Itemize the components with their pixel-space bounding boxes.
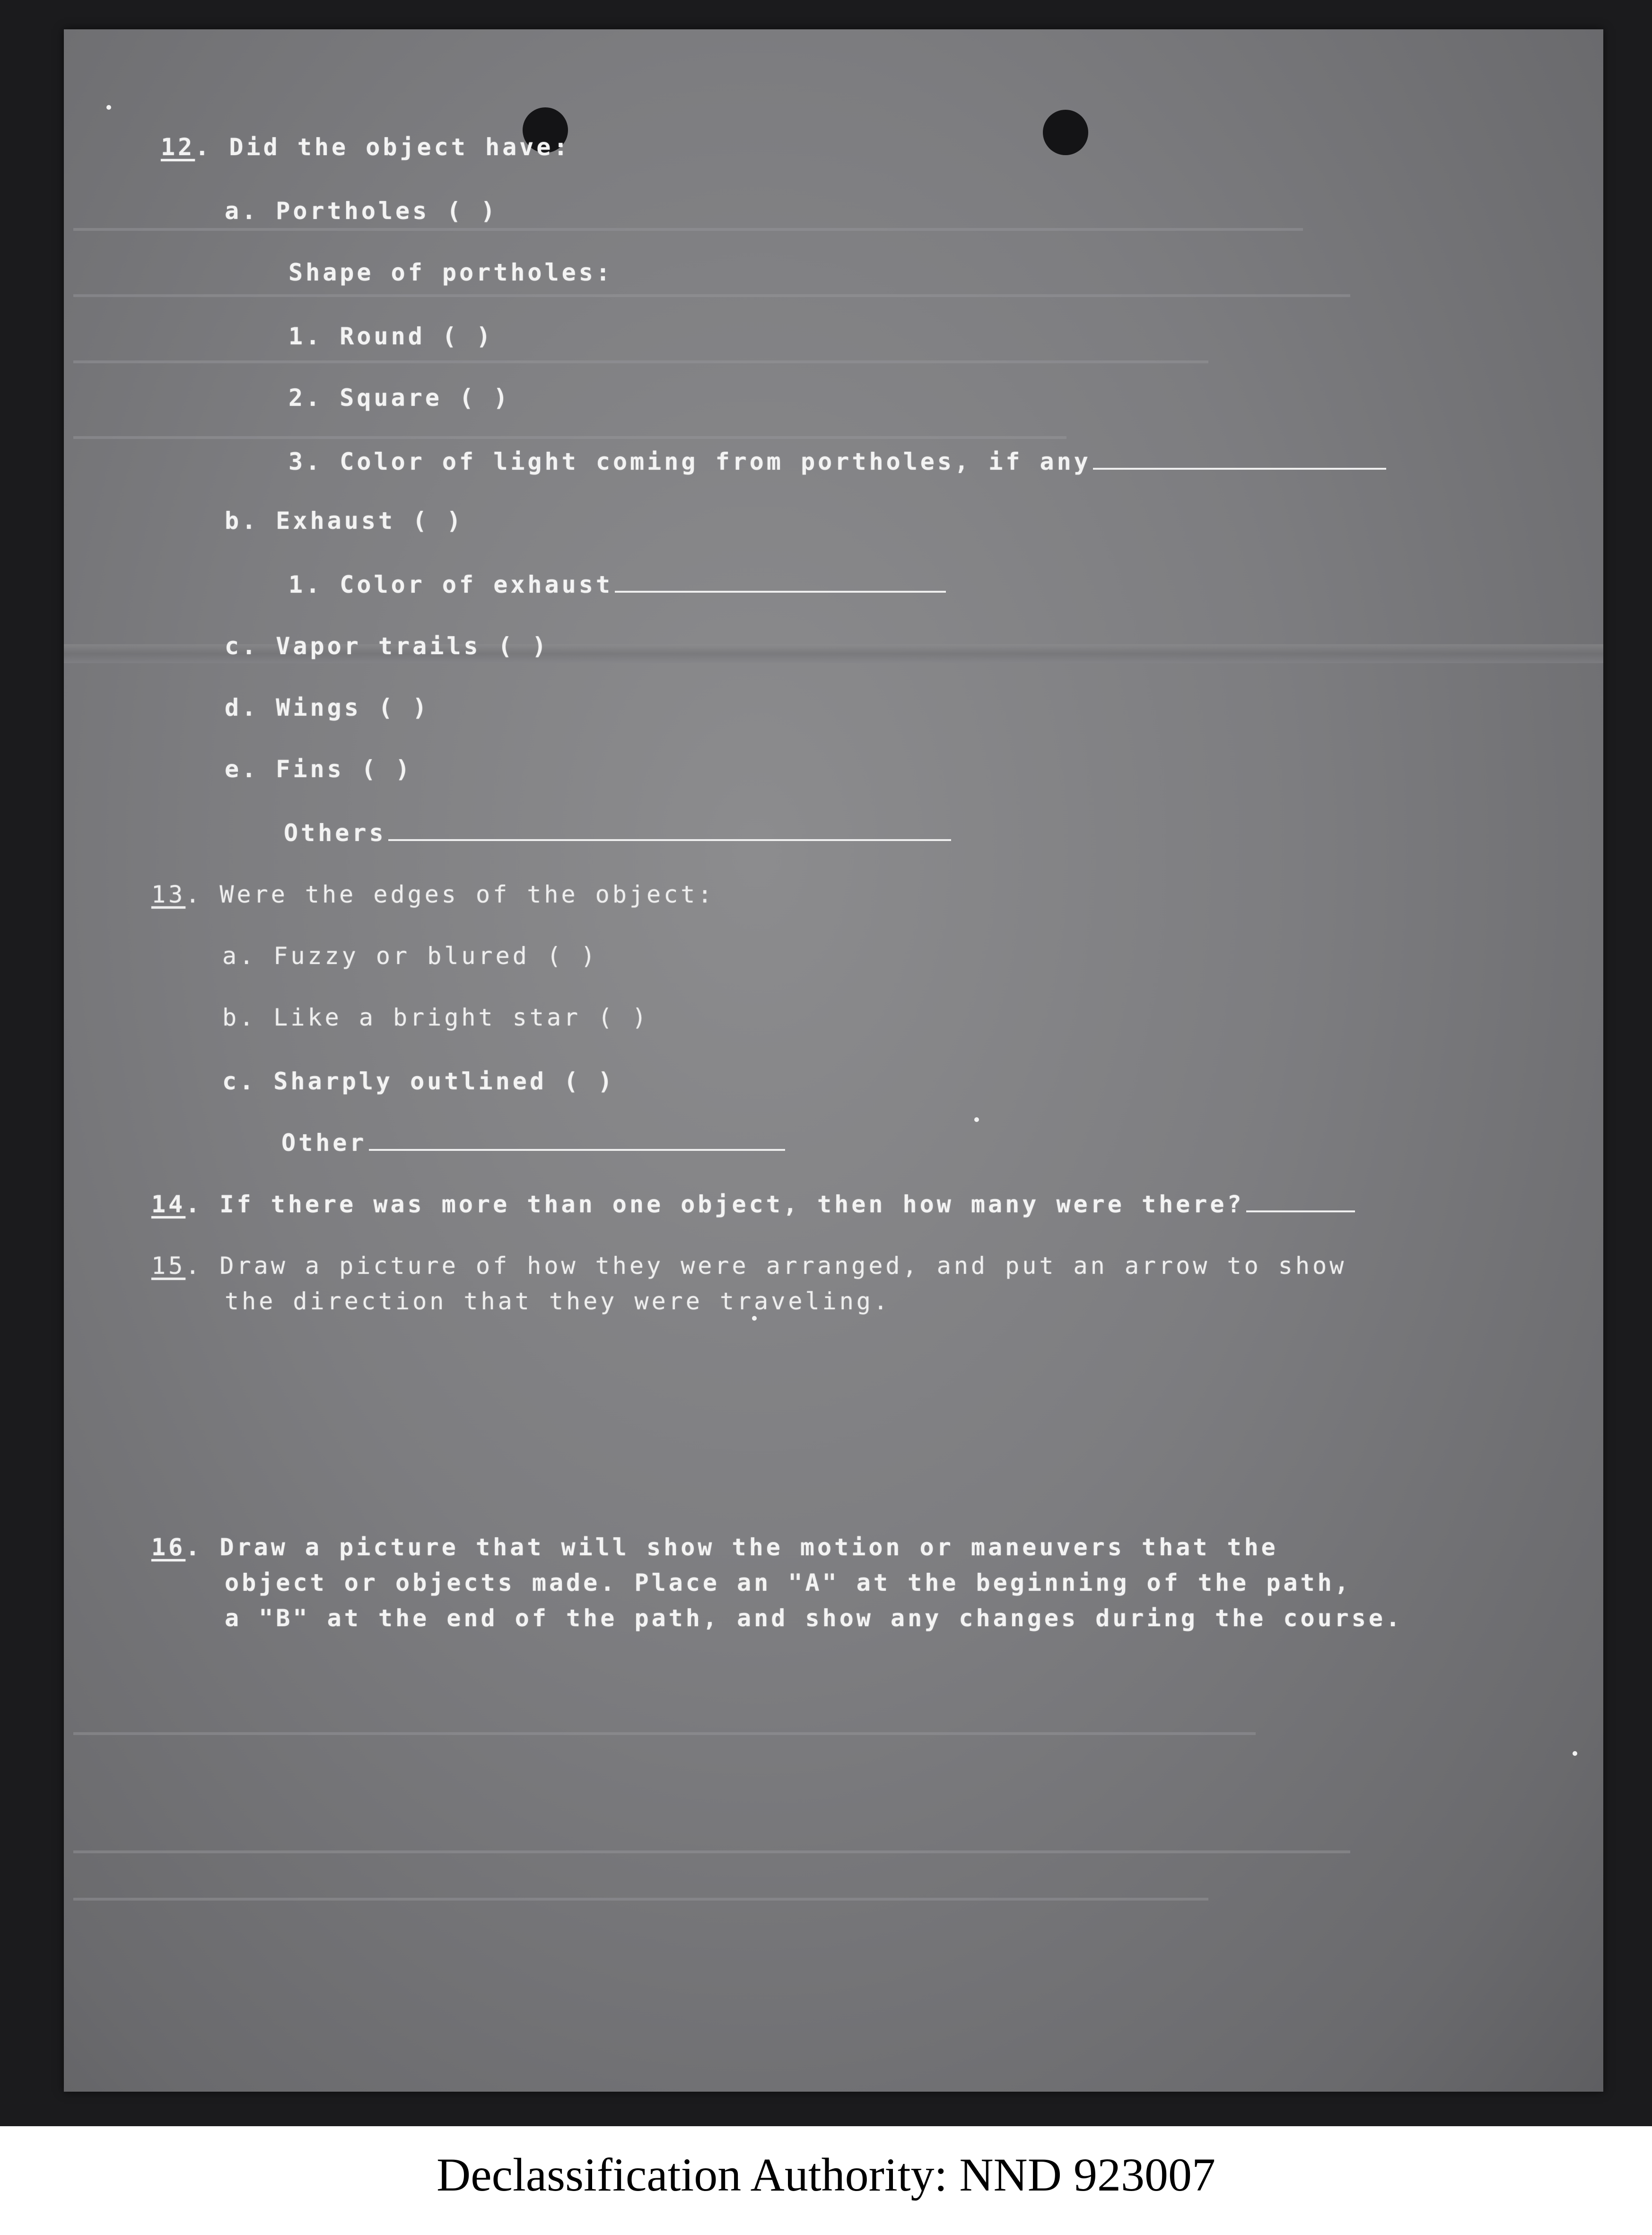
declassification-footer: Declassification Authority: NND 923007 <box>437 2148 1215 2201</box>
q12-exhaust-color-blank[interactable] <box>615 581 946 593</box>
q15-number: 15 <box>151 1252 186 1280</box>
q12-shape-heading: Shape of portholes: <box>288 259 613 286</box>
q12-d-wings: d. Wings ( ) <box>225 694 430 721</box>
q12-light-color-label: 3. Color of light coming from portholes, if any <box>288 448 1091 475</box>
document-page <box>64 29 1603 2092</box>
q13-b-bright-star: b. Like a bright star ( ) <box>222 1004 649 1031</box>
q12-others-blank[interactable] <box>388 830 951 841</box>
q12-b-exhaust: b. Exhaust ( ) <box>225 507 464 535</box>
q12-c-vapor-trails: c. Vapor trails ( ) <box>225 632 549 660</box>
punch-hole-right <box>1043 110 1088 155</box>
paper-speck <box>974 1117 979 1122</box>
q13-other-row <box>281 1129 785 1157</box>
q12-shape-square: 2. Square ( ) <box>288 384 511 412</box>
q12-number: 12 <box>161 133 195 161</box>
q12-light-color-row <box>288 448 1386 475</box>
q12-shape-round: 1. Round ( ) <box>288 323 494 350</box>
q12-exhaust-color-label: 1. Color of exhaust <box>288 571 613 598</box>
q16-line-3: a "B" at the end of the path, and show any changes during the course. <box>225 1604 1403 1632</box>
q16-line-1 <box>151 1534 1278 1561</box>
q13-heading <box>151 881 715 908</box>
paper-speck <box>1573 1751 1577 1756</box>
q13-a-fuzzy: a. Fuzzy or blured ( ) <box>222 942 598 970</box>
q14-prompt: . If there was more than one object, then how many were there? <box>185 1191 1244 1218</box>
q12-a-portholes: a. Portholes ( ) <box>225 197 498 225</box>
q12-light-color-blank[interactable] <box>1093 458 1386 470</box>
q15-text-1: . Draw a picture of how they were arranged, and put an arrow to show <box>185 1252 1347 1280</box>
q12-exhaust-color-row <box>288 571 946 598</box>
q13-number: 13 <box>151 881 186 908</box>
q15-line-2: the direction that they were traveling. <box>225 1288 891 1315</box>
bleed-through-mark <box>73 294 1350 307</box>
q12-heading <box>161 133 570 161</box>
q12-others-label: Others <box>284 819 386 847</box>
bleed-through-mark <box>73 436 1066 448</box>
q14-number: 14 <box>151 1191 186 1218</box>
q12-e-fins: e. Fins ( ) <box>225 755 413 783</box>
q16-drawing-area[interactable] <box>225 1647 1502 2049</box>
q16-number: 16 <box>151 1534 186 1561</box>
bleed-through-mark <box>73 360 1208 373</box>
q16-line-2: object or objects made. Place an "A" at the beginning of the path, <box>225 1569 1352 1596</box>
q14-row <box>151 1191 1355 1218</box>
q15-drawing-area[interactable] <box>225 1325 1502 1524</box>
q13-other-blank[interactable] <box>369 1139 785 1151</box>
q14-count-blank[interactable] <box>1246 1201 1355 1212</box>
q16-text-1: . Draw a picture that will show the motion or maneuvers that the <box>185 1534 1278 1561</box>
q12-prompt: . Did the object have: <box>195 133 571 161</box>
q15-line-1 <box>151 1252 1346 1280</box>
paper-speck <box>752 1316 757 1321</box>
bleed-through-mark <box>73 228 1303 240</box>
q13-other-label: Other <box>281 1129 367 1157</box>
q13-c-sharply-outlined: c. Sharply outlined ( ) <box>222 1068 615 1095</box>
paper-speck <box>106 105 111 110</box>
q13-prompt: . Were the edges of the object: <box>185 881 715 908</box>
q12-others-row <box>284 819 951 847</box>
